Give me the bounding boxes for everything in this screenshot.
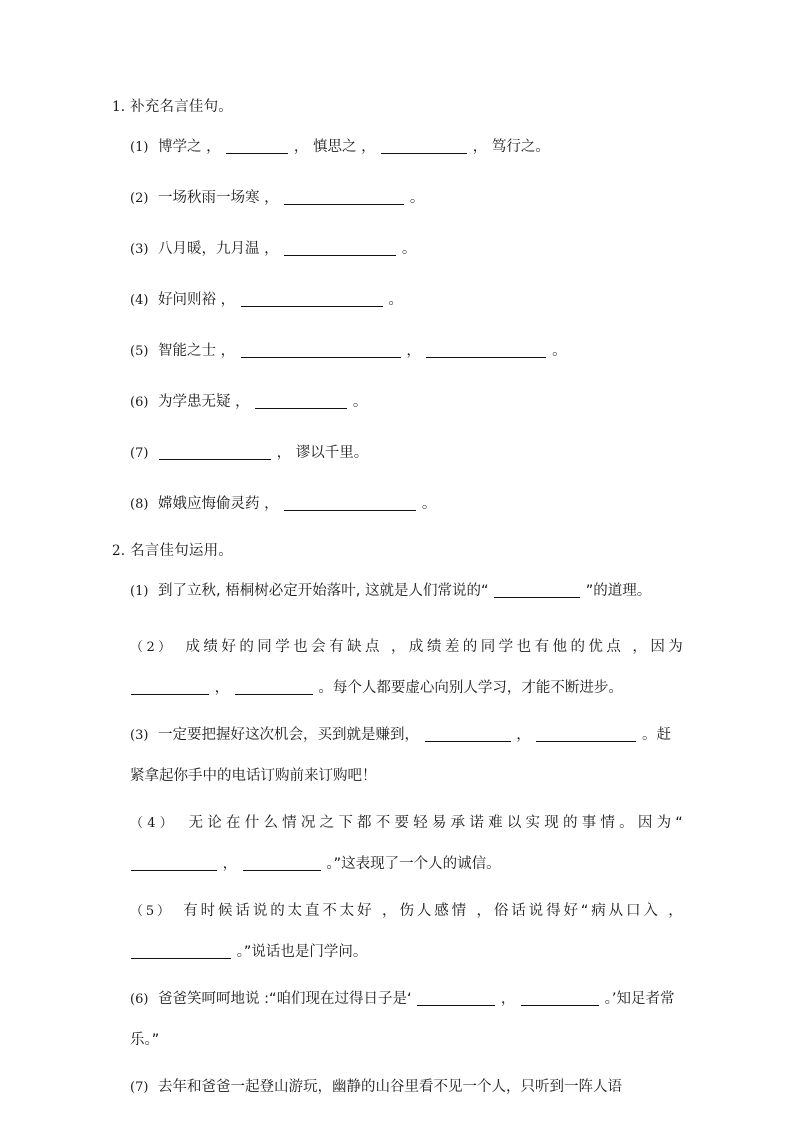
answer-blank[interactable] — [284, 189, 404, 205]
question-label: (8) — [130, 497, 149, 512]
question-2-1 — [112, 576, 685, 607]
question-text: ， 笃行之。 — [472, 139, 550, 155]
section-title-2: 名言佳句运用。 — [130, 543, 233, 559]
question-text: 八月暖，九月温 ， — [158, 241, 279, 257]
question-2-4 — [112, 803, 685, 885]
question-text: 嫦娥应悔偷灵药 ， — [158, 496, 279, 512]
question-text: 一场秋雨一场寒 ， — [158, 190, 279, 206]
answer-blank[interactable] — [159, 444, 271, 460]
question-text: 无论在什么情况之下都不要轻易承诺难以实现的事情。因为“ — [188, 815, 686, 831]
question-label: （4） — [130, 816, 177, 831]
question-text: 。 — [409, 190, 425, 206]
section-heading-2 — [112, 540, 685, 562]
question-1-5 — [112, 336, 685, 367]
question-label: (2) — [130, 191, 149, 206]
answer-blank[interactable] — [536, 726, 636, 742]
question-label: (7) — [130, 446, 149, 461]
answer-blank[interactable] — [241, 342, 401, 358]
question-text: 为学患无疑 ， — [158, 394, 250, 410]
answer-blank[interactable] — [243, 855, 321, 871]
question-label: (7) — [130, 1080, 149, 1095]
answer-blank[interactable] — [417, 990, 495, 1006]
question-label: (1) — [130, 140, 149, 155]
question-text: ， — [406, 343, 421, 359]
answer-blank[interactable] — [131, 855, 217, 871]
answer-blank[interactable] — [235, 679, 313, 695]
question-label: (4) — [130, 293, 149, 308]
answer-blank[interactable] — [131, 679, 209, 695]
question-text: ， — [222, 856, 238, 872]
question-text: 。”这表现了一个人的诚信。 — [326, 856, 501, 872]
question-1-7 — [112, 438, 685, 469]
question-1-6 — [112, 387, 685, 418]
question-label: （5） — [130, 904, 173, 919]
question-text: 。 — [401, 241, 417, 257]
section-title-1: 补充名言佳句。 — [130, 99, 233, 115]
question-text: 博学之 ， — [158, 139, 221, 155]
question-2-7 — [112, 1067, 685, 1108]
question-text: ”的道理。 — [585, 583, 652, 599]
question-label: (5) — [130, 344, 149, 359]
question-text: 。 — [421, 496, 437, 512]
question-text: 智能之士 ， — [158, 343, 236, 359]
question-1-8 — [112, 489, 685, 520]
question-text: 。 — [388, 292, 403, 308]
question-text: ， 谬以千里。 — [276, 445, 369, 461]
section-heading-1 — [112, 96, 685, 118]
question-label: (6) — [130, 395, 149, 410]
question-text: ， — [516, 727, 531, 743]
question-text: 去年和爸爸一起登山游玩，幽静的山谷里看不见一个人，只听到一阵人语 — [158, 1079, 623, 1095]
question-text: 。’知足者常乐。” — [130, 991, 675, 1048]
answer-blank[interactable] — [226, 138, 288, 154]
question-text: 成绩好的同学也会有缺点 ，成绩差的同学也有他的优点 ，因为 — [185, 639, 685, 655]
answer-blank[interactable] — [241, 291, 383, 307]
answer-blank[interactable] — [131, 943, 231, 959]
question-text: 有时候话说的太直不太好 ，伤人感情 ，俗话说得好“病从口入 ， — [183, 903, 686, 919]
question-label: (3) — [130, 728, 149, 743]
question-text: ， 慎思之 ， — [293, 139, 376, 155]
question-text: 。赶紧拿起你手中的电话订购前来订购吧！ — [130, 727, 671, 784]
question-1-4 — [112, 285, 685, 316]
question-label: (1) — [130, 584, 149, 599]
answer-blank[interactable] — [284, 240, 396, 256]
answer-blank[interactable] — [284, 495, 416, 511]
question-text: 到了立秋, 梧桐树必定开始落叶, 这就是人们常说的“ — [158, 583, 489, 599]
question-label: (3) — [130, 242, 149, 257]
answer-blank[interactable] — [494, 582, 580, 598]
question-text: 好问则裕 ， — [158, 292, 236, 308]
question-text: 。每个人都要虚心向别人学习，才能不断进步。 — [318, 680, 623, 696]
question-text: ， — [500, 991, 516, 1007]
question-1-1 — [112, 132, 685, 163]
question-label: (6) — [130, 992, 149, 1007]
question-2-2 — [112, 627, 685, 709]
section-number-1: 1. — [112, 99, 126, 115]
question-2-5 — [112, 891, 685, 973]
question-text: 。 — [552, 343, 567, 359]
answer-blank[interactable] — [425, 726, 511, 742]
question-1-2 — [112, 183, 685, 214]
answer-blank[interactable] — [426, 342, 546, 358]
section-number-2: 2. — [112, 543, 126, 559]
question-text: ， — [214, 680, 230, 696]
question-label: （2） — [130, 640, 175, 655]
question-1-3 — [112, 234, 685, 265]
question-text: 。 — [352, 394, 368, 410]
question-text: 一定要把握好这次机会，买到就是赚到， — [158, 727, 420, 743]
question-text: 。”说话也是门学问。 — [236, 944, 368, 960]
answer-blank[interactable] — [521, 990, 599, 1006]
question-2-6 — [112, 979, 685, 1061]
question-text: 爸爸笑呵呵地说 :“咱们现在过得日子是‘ — [158, 991, 412, 1007]
answer-blank[interactable] — [255, 393, 347, 409]
answer-blank[interactable] — [381, 138, 467, 154]
question-2-3 — [112, 715, 685, 797]
